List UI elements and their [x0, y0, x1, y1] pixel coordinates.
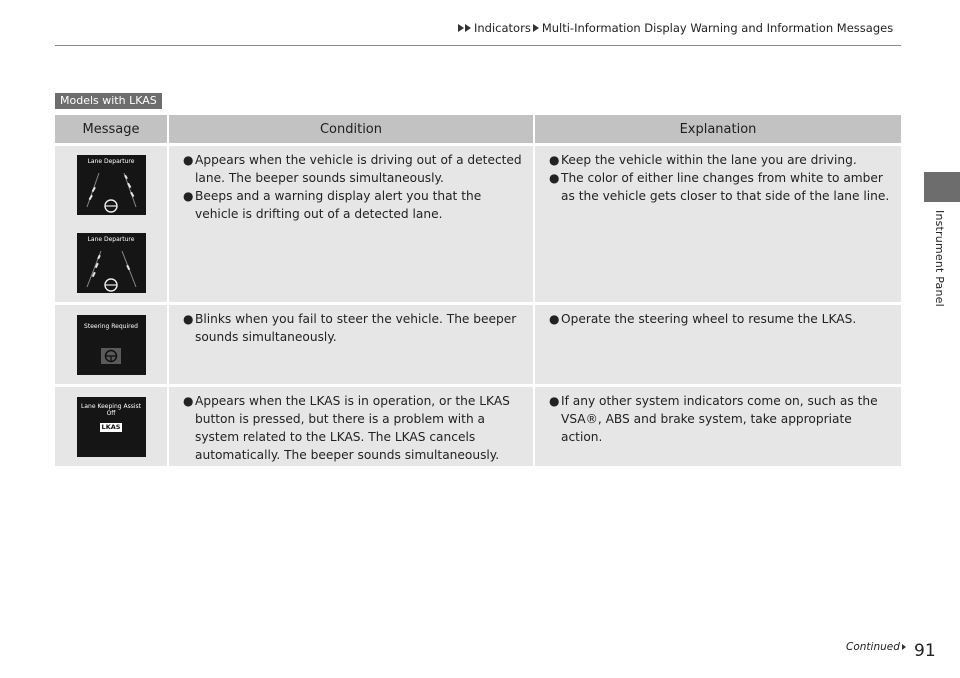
condition-cell — [169, 146, 535, 302]
table-row — [55, 146, 901, 302]
lane-lines-icon — [77, 241, 146, 293]
lane-departure-display-icon — [77, 155, 146, 215]
table-row — [55, 305, 901, 384]
bullet-icon: ● — [183, 312, 194, 326]
models-badge: Models with LKAS — [55, 93, 162, 109]
table-header — [55, 115, 901, 143]
continued-arrow-icon — [902, 644, 906, 650]
display-title: Lane Departure — [87, 158, 135, 165]
bullet-icon: ● — [549, 394, 560, 408]
steering-wheel-icon — [101, 348, 121, 364]
breadcrumb — [458, 18, 918, 38]
bullet-icon: ● — [183, 153, 194, 167]
list-item: ● Operate the steering wheel to resume the LKAS. — [549, 312, 857, 326]
lkas-icon: LKAS — [101, 422, 121, 431]
bullet-icon: ● — [549, 171, 560, 185]
header-condition: Condition — [169, 115, 535, 143]
list-item: ● If any other system indicators come on, such as the VSA®, ABS and brake system, take appropriate action. — [549, 394, 878, 444]
header-message: Message — [55, 115, 169, 143]
list-item: ● Appears when the LKAS is in operation, or the LKAS button is pressed, but there is a problem with a system related to the LKAS. The LKAS cancels automatically. The beeper sounds simultaneously. — [183, 394, 510, 462]
list-item: ● Beeps and a warning display alert you that the vehicle is drifting out of a detected lane. — [183, 189, 482, 221]
continued-label: Continued — [846, 641, 906, 653]
steering-required-display-icon — [77, 315, 146, 375]
display-subtitle: Off — [106, 409, 116, 417]
section-tab-label: Instrument Panel — [933, 210, 946, 307]
breadcrumb-item-indicators[interactable]: Indicators — [474, 21, 531, 35]
bullet-icon: ● — [549, 153, 560, 167]
breadcrumb-arrow-icon — [533, 24, 539, 32]
breadcrumb-arrow-icon — [458, 24, 464, 32]
header-explanation: Explanation — [535, 115, 901, 143]
breadcrumb-item-messages[interactable]: Multi-Information Display Warning and Information Messages — [541, 21, 894, 35]
section-tab — [924, 172, 960, 202]
table-row — [55, 387, 901, 466]
lane-departure-display-icon — [77, 233, 146, 293]
list-item: ● The color of either line changes from white to amber as the vehicle gets closer to that side of the lane line. — [549, 171, 890, 203]
message-cell — [55, 387, 169, 466]
message-cell — [55, 305, 169, 384]
display-title: Steering Required — [84, 322, 138, 330]
explanation-cell — [535, 305, 901, 384]
page-number: 91 — [914, 641, 936, 661]
bullet-icon: ● — [183, 189, 194, 203]
list-item: ● Keep the vehicle within the lane you are driving. — [549, 153, 857, 167]
header-divider — [55, 45, 901, 46]
explanation-cell — [535, 387, 901, 466]
breadcrumb-arrow-icon — [465, 24, 471, 32]
list-item: ● Appears when the vehicle is driving out of a detected lane. The beeper sounds simultaneously. — [183, 153, 522, 185]
bullet-icon: ● — [549, 312, 560, 326]
lane-lines-icon — [77, 163, 146, 215]
display-title: Lane Keeping Assist — [81, 402, 141, 410]
condition-cell — [169, 387, 535, 466]
messages-table — [55, 115, 901, 466]
message-cell — [55, 146, 169, 302]
bullet-icon: ● — [183, 394, 194, 408]
explanation-cell — [535, 146, 901, 302]
display-title: Lane Departure — [87, 236, 135, 243]
lkas-off-display-icon — [77, 397, 146, 457]
condition-cell — [169, 305, 535, 384]
list-item: ● Blinks when you fail to steer the vehicle. The beeper sounds simultaneously. — [183, 312, 517, 344]
